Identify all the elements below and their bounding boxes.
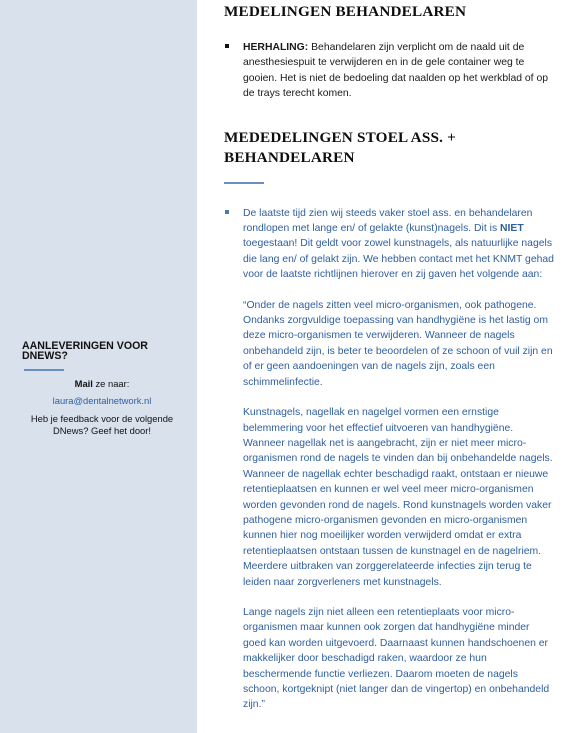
mail-suffix: ze naar: — [92, 378, 130, 389]
section2-text — [243, 206, 554, 713]
email-link[interactable]: laura@dentalnetwork.nl — [52, 395, 152, 407]
sidebar-edge — [197, 0, 199, 733]
intro-text: De laatste tijd zien wij steeds vaker stoel ass. en behandelaren rondlopen met lange en/ of gelakte (kunst)nagels. Dit is — [243, 207, 533, 235]
mail-line — [22, 378, 182, 390]
quote-paragraph-1: “Onder de nagels zitten veel micro-organismen, ook pathogene. Ondanks zorgvuldige toepassing van handhygiëne is het lastig om deze micro-organismen te verwijderen. Wanneer de nagels onbehandeld zijn, is beter te beoordelen of ze schoon of vuil zijn en of er geen aandoeningen van de nagels zijn, zoals een schimmelinfectie. — [243, 299, 553, 388]
section2-title: MEDEDELINGEN STOEL ASS. + BEHANDELAREN — [224, 128, 456, 166]
sidebar-title: AANLEVERINGEN VOOR DNEWS? — [22, 340, 148, 362]
intro-text-end: toegestaan! Dit geldt voor zowel kunstnagels, als natuurlijke nagels die lang en/ of gelakt zijn. We hebben contact met het KNMT gehad voor de laatste richtlijnen hierover en zij gaven het volgende aan: — [243, 238, 554, 281]
square-bullet-icon — [225, 210, 229, 214]
square-bullet-icon — [225, 44, 229, 48]
mail-label: Mail — [74, 378, 93, 389]
main-content — [224, 0, 554, 713]
submissions-box — [22, 341, 182, 437]
sidebar-panel — [0, 0, 197, 733]
sidebar-text — [22, 378, 182, 437]
section2-divider — [224, 182, 264, 184]
quote-paragraph-2: Kunstnagels, nagellak en nagelgel vormen een ernstige belemmering voor het effectief uitvoeren van handhygiëne. Wanneer nagellak net is aangebracht, zijn er niet meer micro-organismen rond de nagels te vinden dan bij onbehandelde nagels. Wanneer de nagellak echter beschadigd raakt, ontstaan er nieuwe retentieplaatsen en kunnen er wel veel meer micro-organismen worden gevonden rond de nagels. Rond kunstnagels worden vaker pathogene micro-organismen gevonden en micro-organismen kunnen hier nog moeilijker worden verwijderd omdat er extra retentieplaatsen ontstaan tussen de kunstnagel en de nagelriem. Meerdere uitbraken van zorggerelateerde infecties zijn terug te leiden naar zorgverleners met kunstnagels. — [243, 407, 553, 588]
feedback-text: Heb je feedback voor de volgende DNews? Geef het door! — [30, 412, 174, 436]
sidebar-divider — [24, 369, 64, 371]
section1-lead: HERHALING: — [243, 42, 309, 53]
section1-text — [243, 40, 554, 102]
section1-body: Behandelaren zijn verplicht om de naald uit de anesthesiespuit te verwijderen en in de gele container weg te gooien. Het is niet de bedoeling dat naalden op het werkblad of op de trays terecht komen. — [243, 42, 549, 100]
intro-emphasis: NIET — [500, 223, 524, 235]
section2-intro — [243, 206, 554, 283]
section2-bullet — [224, 206, 554, 713]
section1-title: MEDELINGEN BEHANDELAREN — [224, 3, 467, 20]
section1-bullet — [224, 40, 554, 102]
quote-paragraph-3: Lange nagels zijn niet alleen een retentieplaats voor micro-organismen maar kunnen ook zorgen dat handhygiëne minder goed kan worden uitgevoerd. Daarnaast kunnen handschoenen er makkelijker door beschadigd raken, waardoor ze hun beschermende functie verliezen. Daarom moeten de nagels schoon, kortgeknipt (niet langer dan de vingertop) en onbehandeld zijn.” — [243, 606, 550, 711]
